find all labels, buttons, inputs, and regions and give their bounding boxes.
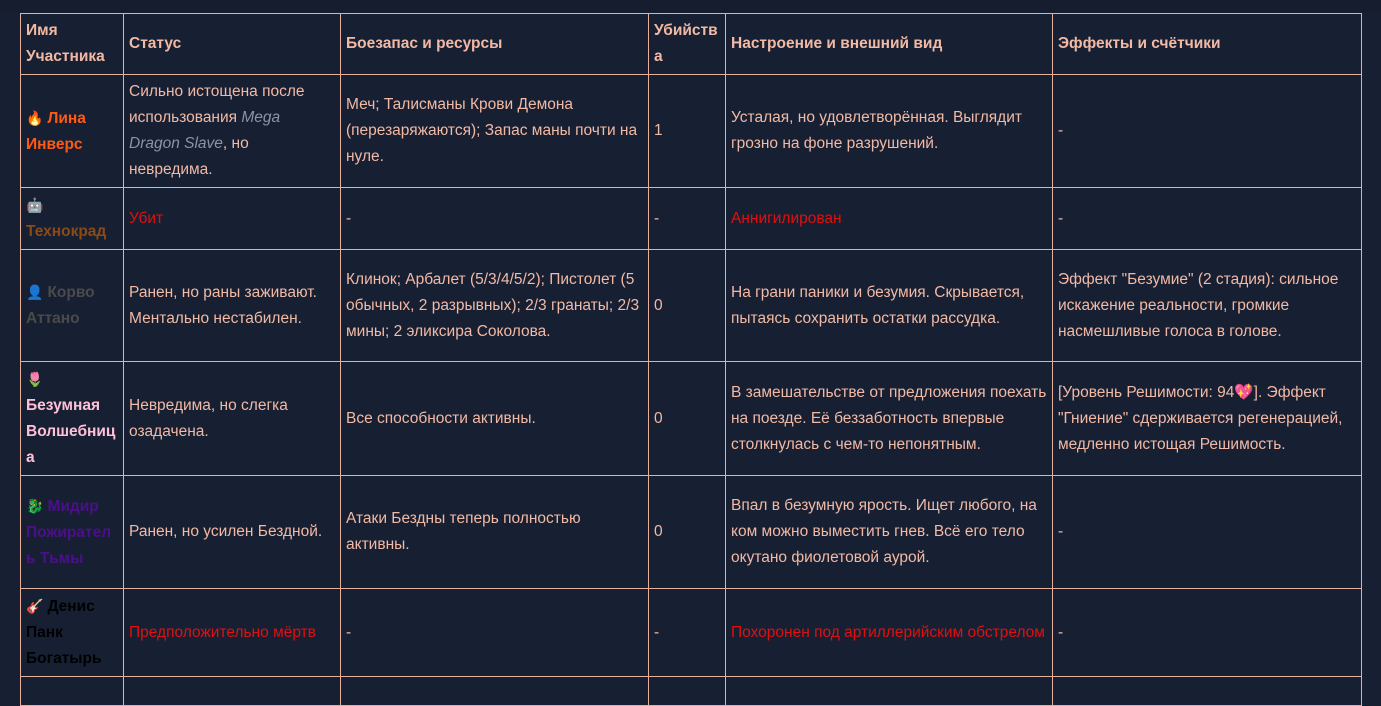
header-mood: Настроение и внешний вид xyxy=(726,14,1053,75)
ammo-cell: - xyxy=(341,589,649,677)
kills-cell: - xyxy=(649,589,726,677)
empty-cell xyxy=(124,677,341,706)
header-name: Имя Участника xyxy=(21,14,124,75)
mood-cell: В замешательстве от предложения поехать на поезде. Её беззаботность впервые столкнулась с чем-то непонятным. xyxy=(726,362,1053,476)
tulip-icon: 🌷 xyxy=(26,371,44,387)
header-kills: Убийства xyxy=(649,14,726,75)
kills-cell: 1 xyxy=(649,75,726,188)
mood-cell: Впал в безумную ярость. Ищет любого, на ком можно выместить гнев. Всё его тело окутано фиолетовой аурой. xyxy=(726,476,1053,589)
effects-cell: - xyxy=(1053,75,1362,188)
mood-cell: Похоронен под артиллерийским обстрелом xyxy=(726,589,1053,677)
kills-cell: 0 xyxy=(649,250,726,362)
status-cell: Предположительно мёртв xyxy=(124,589,341,677)
participant-name: Корво Аттано xyxy=(26,284,95,327)
ammo-cell: - xyxy=(341,188,649,250)
table-row xyxy=(21,589,1362,677)
empty-cell xyxy=(649,677,726,706)
status-cell: Невредима, но слегка озадачена. xyxy=(124,362,341,476)
participant-name-cell xyxy=(21,188,124,250)
header-row xyxy=(21,14,1362,75)
participant-name-cell xyxy=(21,476,124,589)
effects-cell: - xyxy=(1053,188,1362,250)
status-cell: Ранен, но раны заживают. Ментально нестабилен. xyxy=(124,250,341,362)
participants-table xyxy=(20,13,1362,706)
table-row xyxy=(21,362,1362,476)
table-row-partial xyxy=(21,677,1362,706)
effects-cell: - xyxy=(1053,589,1362,677)
kills-cell: 0 xyxy=(649,362,726,476)
silhouette-icon: 👤 xyxy=(26,284,44,300)
participant-name: Денис Панк Богатырь xyxy=(26,598,102,667)
dragon-icon: 🐉 xyxy=(26,497,44,514)
empty-cell xyxy=(21,677,124,706)
empty-cell xyxy=(1053,677,1362,706)
empty-cell xyxy=(726,677,1053,706)
status-text: , но невредима. xyxy=(129,135,249,178)
participant-name-cell xyxy=(21,362,124,476)
spell-name: Mega Dragon Slave xyxy=(129,109,281,152)
effects-cell: Эффект "Безумие" (2 стадия): сильное искажение реальности, громкие насмешливые голоса в голове. xyxy=(1053,250,1362,362)
participant-name: Мидир Пожиратель Тьмы xyxy=(26,497,112,567)
table-row xyxy=(21,476,1362,589)
fire-icon: 🔥 xyxy=(26,109,44,126)
status-cell: Ранен, но усилен Бездной. xyxy=(124,476,341,589)
sparkling-heart-icon: 💖 xyxy=(1234,383,1254,401)
table-row xyxy=(21,75,1362,188)
guitar-icon: 🎸 xyxy=(26,598,44,614)
participant-name-cell xyxy=(21,75,124,188)
kills-cell: 0 xyxy=(649,476,726,589)
header-ammo: Боезапас и ресурсы xyxy=(341,14,649,75)
status-text: Сильно истощена после использования xyxy=(129,83,305,126)
effects-cell: - xyxy=(1053,476,1362,589)
participant-name: Технокрад xyxy=(26,223,107,240)
ammo-cell: Клинок; Арбалет (5/3/4/5/2); Пистолет (5 обычных, 2 разрывных); 2/3 гранаты; 2/3 мины; 2 эликсира Соколова. xyxy=(341,250,649,362)
status-cell xyxy=(124,75,341,188)
header-status: Статус xyxy=(124,14,341,75)
empty-cell xyxy=(341,677,649,706)
ammo-cell: Все способности активны. xyxy=(341,362,649,476)
resolve-level: [Уровень Решимости: 94 xyxy=(1058,383,1235,401)
mood-cell: Усталая, но удовлетворённая. Выглядит грозно на фоне разрушений. xyxy=(726,75,1053,188)
robot-icon: 🤖 xyxy=(26,197,44,213)
participant-name-cell xyxy=(21,589,124,677)
table-row xyxy=(21,188,1362,250)
ammo-cell: Меч; Талисманы Крови Демона (перезаряжаются); Запас маны почти на нуле. xyxy=(341,75,649,188)
header-effects: Эффекты и счётчики xyxy=(1053,14,1362,75)
effects-cell xyxy=(1053,362,1362,476)
top-bar xyxy=(0,0,1381,12)
ammo-cell: Атаки Бездны теперь полностью активны. xyxy=(341,476,649,589)
table-row xyxy=(21,250,1362,362)
mood-cell: Аннигилирован xyxy=(726,188,1053,250)
mood-cell: На грани паники и безумия. Скрывается, пытаясь сохранить остатки рассудка. xyxy=(726,250,1053,362)
participant-name: Безумная Волшебница xyxy=(26,397,116,466)
participant-name: Лина Инверс xyxy=(26,109,86,153)
participant-name-cell xyxy=(21,250,124,362)
status-cell: Убит xyxy=(124,188,341,250)
kills-cell: - xyxy=(649,188,726,250)
effects-text: ]. Эффект "Гниение" сдерживается регенерацией, медленно истощая Решимость. xyxy=(1058,383,1343,453)
